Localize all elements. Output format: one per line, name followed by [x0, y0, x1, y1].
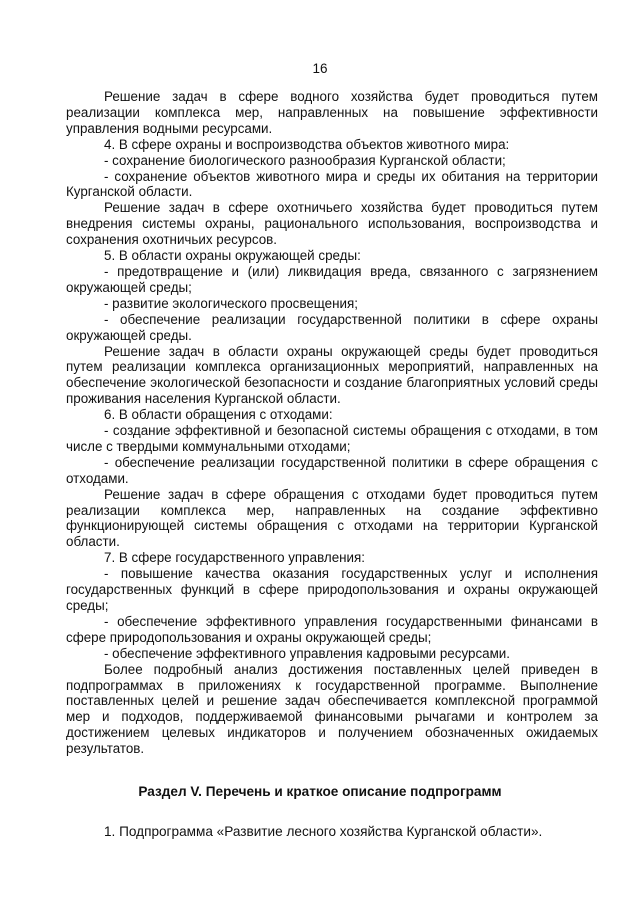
body-text	[66, 89, 598, 757]
paragraph-governance-heading: 7. В сфере государственного управления:	[104, 550, 365, 566]
paragraph-governance-item-3: - обеспечение эффективного управления кадровыми ресурсами.	[104, 645, 510, 661]
paragraph-governance-item-1: - повышение качества оказания государственных услуг и исполнения государственных функций в сфере природопользования и охраны окружающей среды;	[66, 566, 598, 613]
page-number: 16	[312, 61, 328, 76]
paragraph-wildlife-heading: 4. В сфере охраны и воспроизводства объектов животного мира:	[104, 136, 510, 152]
paragraph-environment-heading: 5. В области охраны окружающей среды:	[104, 248, 361, 264]
paragraph-water-management: Решение задач в сфере водного хозяйства будет проводиться путем реализации комплекса мер, направленных на повышение эффективности управления водными ресурсами.	[66, 89, 598, 136]
paragraph-wildlife-item-2: - сохранение объектов животного мира и среды их обитания на территории Курганской области.	[66, 168, 598, 200]
paragraph-environment-item-2: - развитие экологического просвещения;	[104, 295, 358, 311]
paragraph-environment-item-3: - обеспечение реализации государственной политики в сфере охраны окружающей среды.	[66, 311, 598, 343]
paragraph-waste-heading: 6. В области обращения с отходами:	[104, 407, 333, 423]
paragraph-governance-item-2: - обеспечение эффективного управления государственными финансами в сфере природопользования и охраны окружающей среды;	[66, 613, 598, 645]
paragraph-waste-item-1: - создание эффективной и безопасной системы обращения с отходами, в том числе с твердыми коммунальными отходами;	[66, 423, 598, 454]
subprogram-list-item: 1. Подпрограмма «Развитие лесного хозяйства Курганской области».	[104, 824, 543, 839]
paragraph-hunting-management: Решение задач в сфере охотничьего хозяйства будет проводиться путем внедрения системы охраны, рационального использования, воспроизводства и сохранения охотничьих ресурсов.	[66, 200, 598, 248]
paragraph-environment-solution: Решение задач в области охраны окружающей среды будет проводиться путем реализации комплекса организационных мероприятий, направленных на обеспечение экологической безопасности и создание благоприятных условий среды проживания населения Курганской области.	[66, 343, 598, 407]
paragraph-waste-solution: Решение задач в сфере обращения с отходами будет проводиться путем реализации комплекса мер, направленных на создание эффективно функционирующей системы обращения с отходами на территории Курганской области.	[66, 486, 598, 550]
section-heading: Раздел V. Перечень и краткое описание подпрограмм	[138, 784, 502, 799]
paragraph-analysis-summary: Более подробный анализ достижения поставленных целей приведен в подпрограммах в приложениях к государственной программе. Выполнение поставленных целей и решение задач обеспечивается комплексной программой мер и подходов, поддерживаемой финансовыми рычагами и контролем за достижением целевых индикаторов и получением обозначенных ожидаемых результатов.	[66, 661, 598, 757]
paragraph-environment-item-1: - предотвращение и (или) ликвидация вреда, связанного с загрязнением окружающей среды;	[66, 263, 598, 295]
paragraph-waste-item-2: - обеспечение реализации государственной политики в сфере обращения с отходами.	[66, 454, 598, 486]
paragraph-wildlife-item-1: - сохранение биологического разнообразия Курганской области;	[104, 152, 506, 168]
